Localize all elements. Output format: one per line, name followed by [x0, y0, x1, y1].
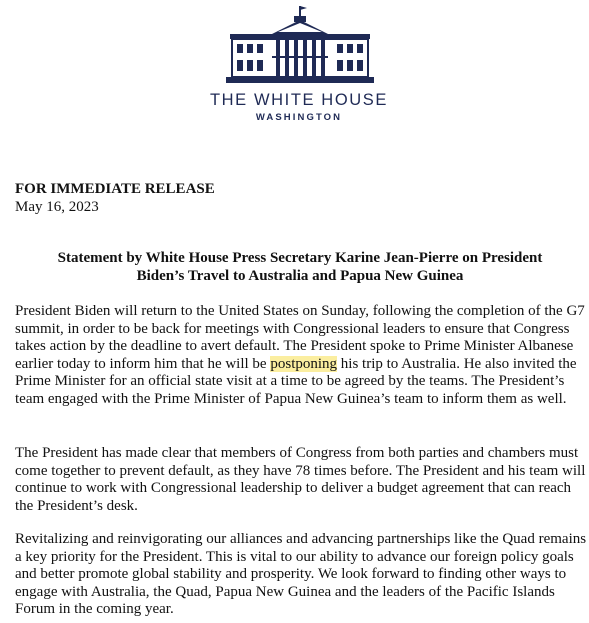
body-paragraph-1	[15, 303, 587, 408]
logo-title: THE WHITE HOUSE	[209, 91, 388, 109]
paragraph-1-text-end: his trip to Australia. He also invited the Prime Minister for an official state visit at a time to be agreed by the teams. The President’s team engaged with the Prime Minister of Papua New Guinea’s team to inform them as well.	[15, 355, 577, 407]
white-house-logo	[0, 0, 589, 130]
paragraph-1-text-start: President Biden will return to the United States on Sunday, following the completion of the G7 summit, in order to be back for meetings with Congressional leaders to ensure that Congress takes action by the deadline to avert default. The President spoke to Prime Minister Albanese earlier today to inform him that he will be	[15, 303, 585, 372]
statement-headline	[15, 250, 585, 285]
white-house-building-icon	[220, 4, 380, 86]
release-date: May 16, 2023	[15, 199, 99, 215]
headline-line-2: Biden’s Travel to Australia and Papua New Guinea	[136, 267, 464, 284]
release-label: FOR IMMEDIATE RELEASE	[15, 181, 215, 197]
logo-subtitle: WASHINGTON	[255, 112, 343, 123]
body-paragraph-2: The President has made clear that members of Congress from both parties and chambers must come together to prevent default, as they have 78 times before. The President and his team will continue to work with Congressional leadership to deliver a budget agreement that can reach the President’s desk.	[15, 445, 586, 514]
headline-line-1: Statement by White House Press Secretary Karine Jean-Pierre on President	[57, 250, 543, 266]
highlighted-word: postponing	[270, 355, 338, 372]
body-paragraph-3: Revitalizing and reinvigorating our alliances and advancing partnerships like the Quad remains a key priority for the President. This is vital to our ability to advance our foreign policy goals and better promote global stability and prosperity. We look forward to finding other ways to engage with Australia, the Quad, Papua New Guinea and the leaders of the Pacific Islands Forum in the coming year.	[15, 531, 587, 617]
